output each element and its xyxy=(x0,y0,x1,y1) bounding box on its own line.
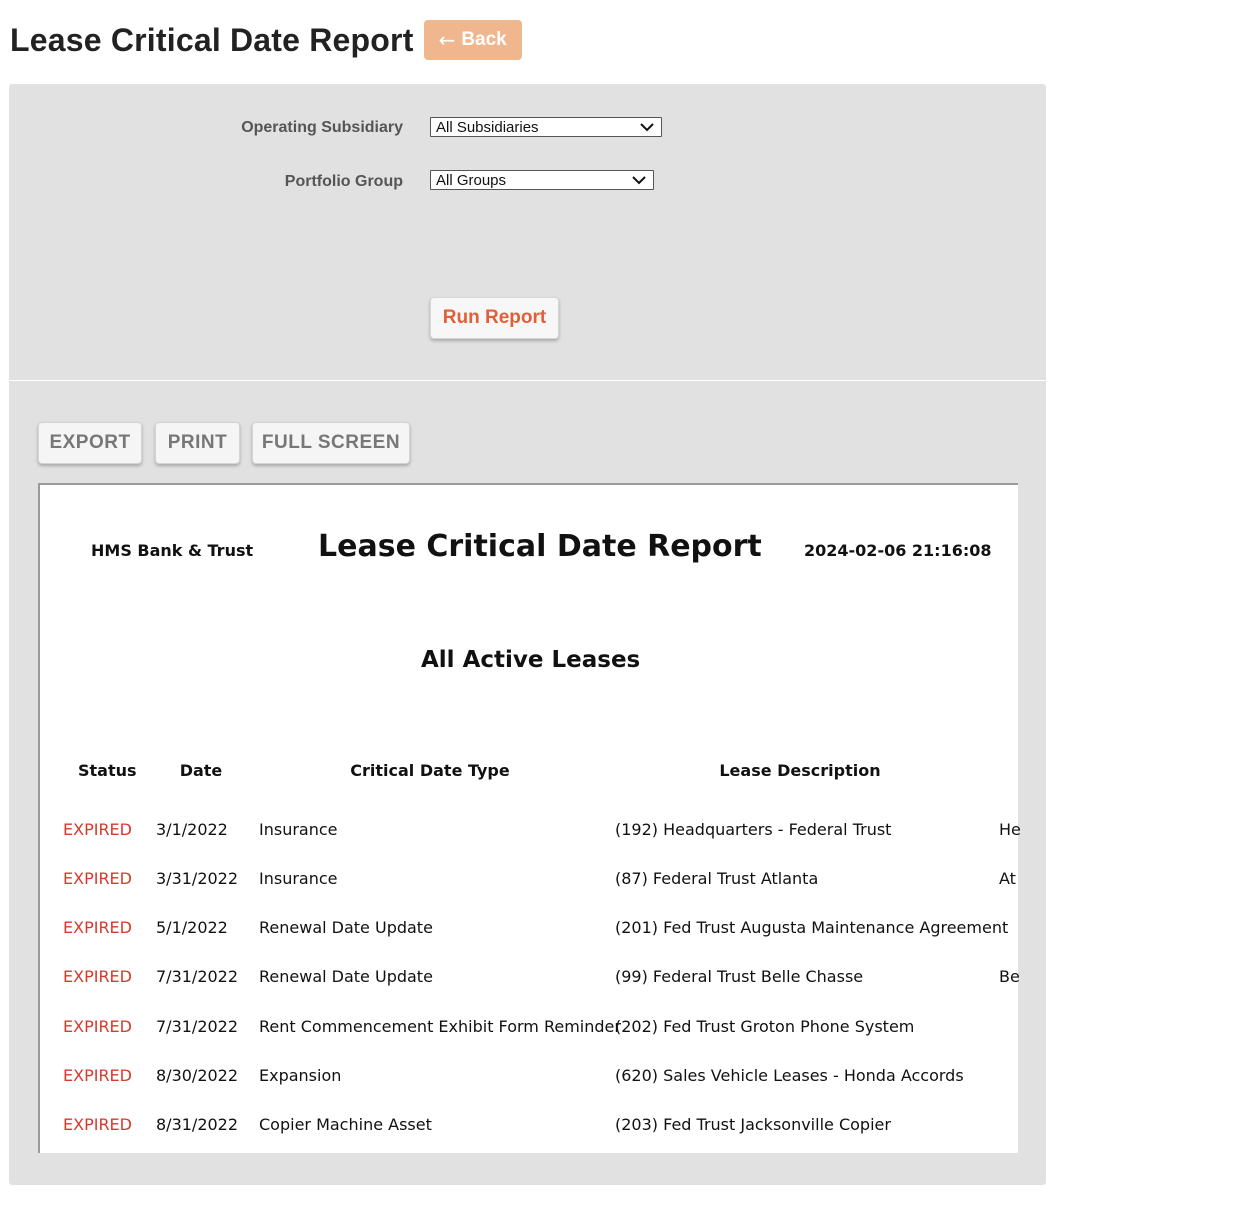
description-cell: (202) Fed Trust Groton Phone System xyxy=(615,1017,915,1036)
date-cell: 7/31/2022 xyxy=(156,1017,239,1036)
status-cell: EXPIRED xyxy=(63,1115,132,1134)
date-cell: 3/1/2022 xyxy=(156,820,228,839)
run-report-button[interactable]: Run Report xyxy=(430,297,559,339)
description-cell: (203) Fed Trust Jacksonville Copier xyxy=(615,1115,891,1134)
divider xyxy=(9,380,1046,381)
date-cell: 7/31/2022 xyxy=(156,967,239,986)
description-cell: (192) Headquarters - Federal Trust xyxy=(615,820,892,839)
report-panel xyxy=(9,84,1046,1185)
description-cell: (87) Federal Trust Atlanta xyxy=(615,869,819,888)
description-cell: (201) Fed Trust Augusta Maintenance Agreement xyxy=(615,918,1009,937)
date-cell: 5/1/2022 xyxy=(156,918,228,937)
date-cell: 8/31/2022 xyxy=(156,1115,239,1134)
subsidiary-select[interactable] xyxy=(430,117,662,137)
status-cell: EXPIRED xyxy=(63,918,132,937)
status-cell: EXPIRED xyxy=(63,869,132,888)
extra-cell: He xyxy=(999,820,1021,839)
export-button[interactable]: EXPORT xyxy=(38,422,142,464)
status-cell: EXPIRED xyxy=(63,1017,132,1036)
status-cell: EXPIRED xyxy=(63,967,132,986)
type-cell: Insurance xyxy=(259,820,338,839)
column-header-date: Date xyxy=(179,761,223,780)
status-cell: EXPIRED xyxy=(63,1066,132,1085)
page-title: Lease Critical Date Report xyxy=(10,21,414,58)
full-screen-button[interactable]: FULL SCREEN xyxy=(252,422,410,464)
print-button[interactable]: PRINT xyxy=(155,422,240,464)
left-arrow-icon: ← xyxy=(438,28,456,52)
type-cell: Copier Machine Asset xyxy=(259,1115,432,1134)
chevron-down-icon xyxy=(631,172,647,188)
page-header xyxy=(10,16,522,64)
type-cell: Expansion xyxy=(259,1066,342,1085)
description-cell: (99) Federal Trust Belle Chasse xyxy=(615,967,864,986)
type-cell: Insurance xyxy=(259,869,338,888)
type-cell: Renewal Date Update xyxy=(259,918,433,937)
report-company: HMS Bank & Trust xyxy=(91,541,254,560)
back-button-label: Back xyxy=(461,29,507,50)
portfolio-label: Portfolio Group xyxy=(284,173,403,190)
column-header-critical-date-type: Critical Date Type xyxy=(350,761,510,780)
column-header-lease-description: Lease Description xyxy=(719,761,881,780)
report-document xyxy=(40,485,1240,1153)
status-cell: EXPIRED xyxy=(63,820,132,839)
extra-cell: At xyxy=(999,869,1016,888)
chevron-down-icon xyxy=(639,119,655,135)
report-subtitle: All Active Leases xyxy=(421,647,641,673)
back-button[interactable] xyxy=(424,20,522,60)
report-viewer[interactable] xyxy=(38,483,1021,1153)
description-cell: (620) Sales Vehicle Leases - Honda Accords xyxy=(615,1066,964,1085)
extra-cell: Be xyxy=(999,967,1020,986)
subsidiary-select-value: All Subsidiaries xyxy=(436,118,539,136)
type-cell: Renewal Date Update xyxy=(259,967,433,986)
portfolio-select-value: All Groups xyxy=(436,171,507,189)
report-timestamp: 2024-02-06 21:16:08 xyxy=(804,541,992,560)
column-header-status: Status xyxy=(78,761,137,780)
type-cell: Rent Commencement Exhibit Form Reminder xyxy=(259,1017,621,1036)
date-cell: 8/30/2022 xyxy=(156,1066,239,1085)
portfolio-select[interactable] xyxy=(430,170,654,190)
report-title: Lease Critical Date Report xyxy=(318,529,762,564)
subsidiary-label: Operating Subsidiary xyxy=(241,119,403,136)
date-cell: 3/31/2022 xyxy=(156,869,239,888)
